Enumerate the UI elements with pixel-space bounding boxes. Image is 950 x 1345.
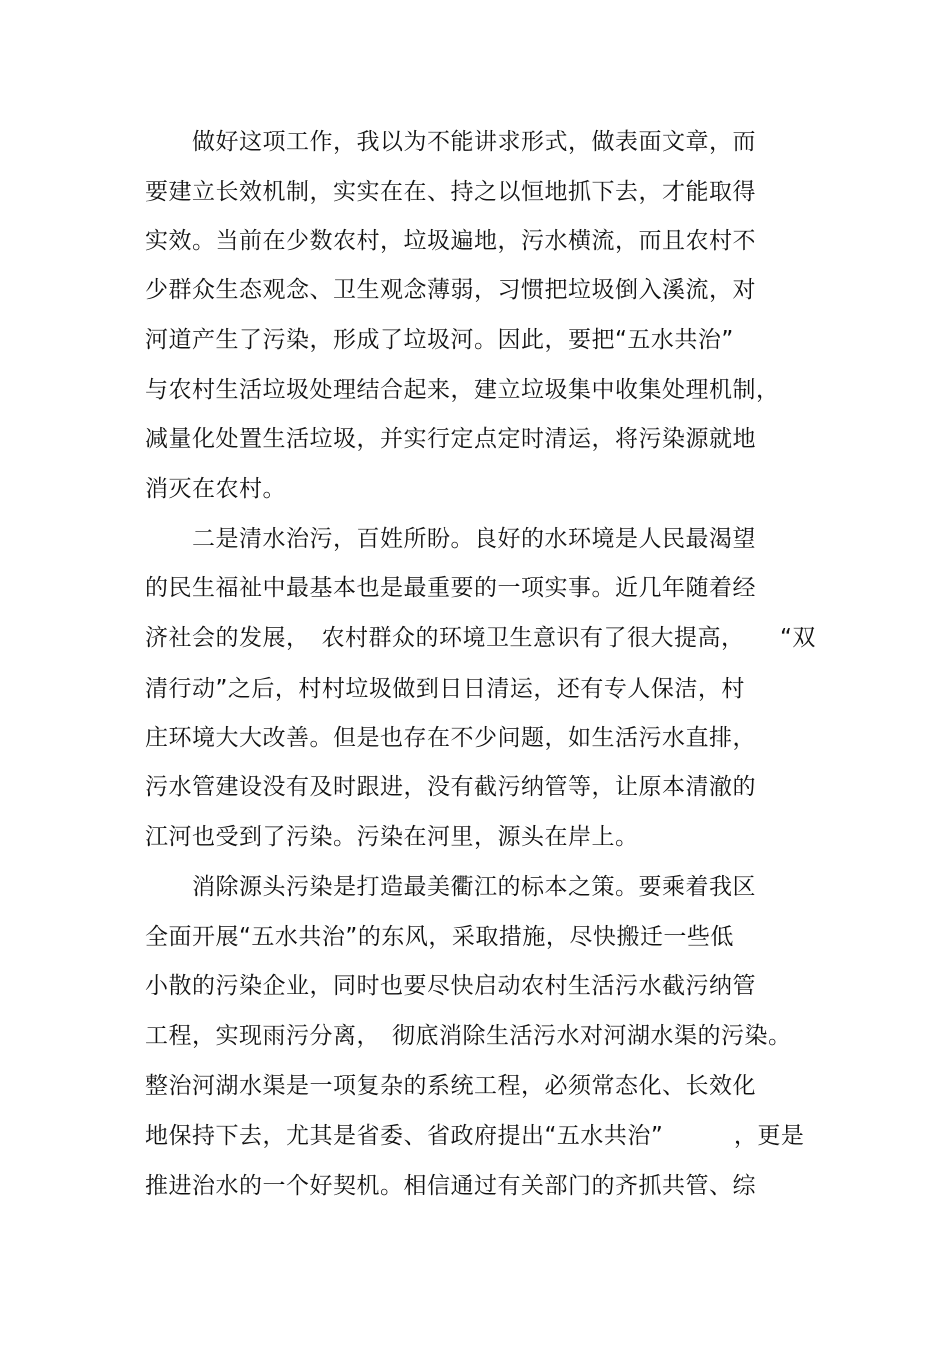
paragraph-line: 做好这项工作，我以为不能讲求形式，做表面文章，而 xyxy=(145,129,756,155)
paragraph-line: 清行动”之后，村村垃圾做到日日清运，还有专人保洁，村 xyxy=(145,676,745,702)
paragraph-line: 少群众生态观念、卫生观念薄弱，习惯把垃圾倒入溪流，对 xyxy=(145,277,756,303)
paragraph-line: 实效。当前在少数农村，垃圾遍地，污水横流，而且农村不 xyxy=(145,228,756,254)
paragraph-line: 减量化处置生活垃圾，并实行定点定时清运，将污染源就地 xyxy=(145,426,756,452)
paragraph-line: 消灭在农村。 xyxy=(145,476,286,502)
paragraph-line: 推进治水的一个好契机。相信通过有关部门的齐抓共管、综 xyxy=(145,1173,756,1199)
paragraph-line: 庄环境大大改善。但是也存在不少问题，如生活污水直排， xyxy=(145,725,756,751)
paragraph-line: 污水管建设没有及时跟进，没有截污纳管等，让原本清澈的 xyxy=(145,774,756,800)
paragraph-line: 消除源头污染是打造最美衢江的标本之策。要乘着我区 xyxy=(145,874,756,900)
paragraph-line: 整治河湖水渠是一项复杂的系统工程，必须常态化、长效化 xyxy=(145,1073,756,1099)
paragraph-line: 小散的污染企业，同时也要尽快启动农村生活污水截污纳管 xyxy=(145,973,756,999)
paragraph-line: 工程，实现雨污分离， 彻底消除生活污水对河湖水渠的污染。 xyxy=(145,1023,792,1049)
paragraph-line: 地保持下去，尤其是省委、省政府提出“五水共治” ，更是 xyxy=(145,1123,805,1149)
paragraph-line: 与农村生活垃圾处理结合起来，建立垃圾集中收集处理机制， xyxy=(145,377,780,403)
paragraph-line: 要建立长效机制，实实在在、持之以恒地抓下去，才能取得 xyxy=(145,179,756,205)
paragraph-line: 二是清水治污，百姓所盼。良好的水环境是人民最渴望 xyxy=(145,526,756,552)
paragraph-line: 河道产生了污染，形成了垃圾河。因此，要把“五水共治” xyxy=(145,327,734,353)
paragraph-line: 全面开展“五水共治”的东风，采取措施，尽快搬迁一些低 xyxy=(145,924,734,950)
paragraph-line: 的民生福祉中最基本也是最重要的一项实事。近几年随着经 xyxy=(145,575,756,601)
paragraph-line: 济社会的发展， 农村群众的环境卫生意识有了很大提高， “双 xyxy=(145,625,816,651)
paragraph-line: 江河也受到了污染。污染在河里，源头在岸上。 xyxy=(145,824,639,850)
